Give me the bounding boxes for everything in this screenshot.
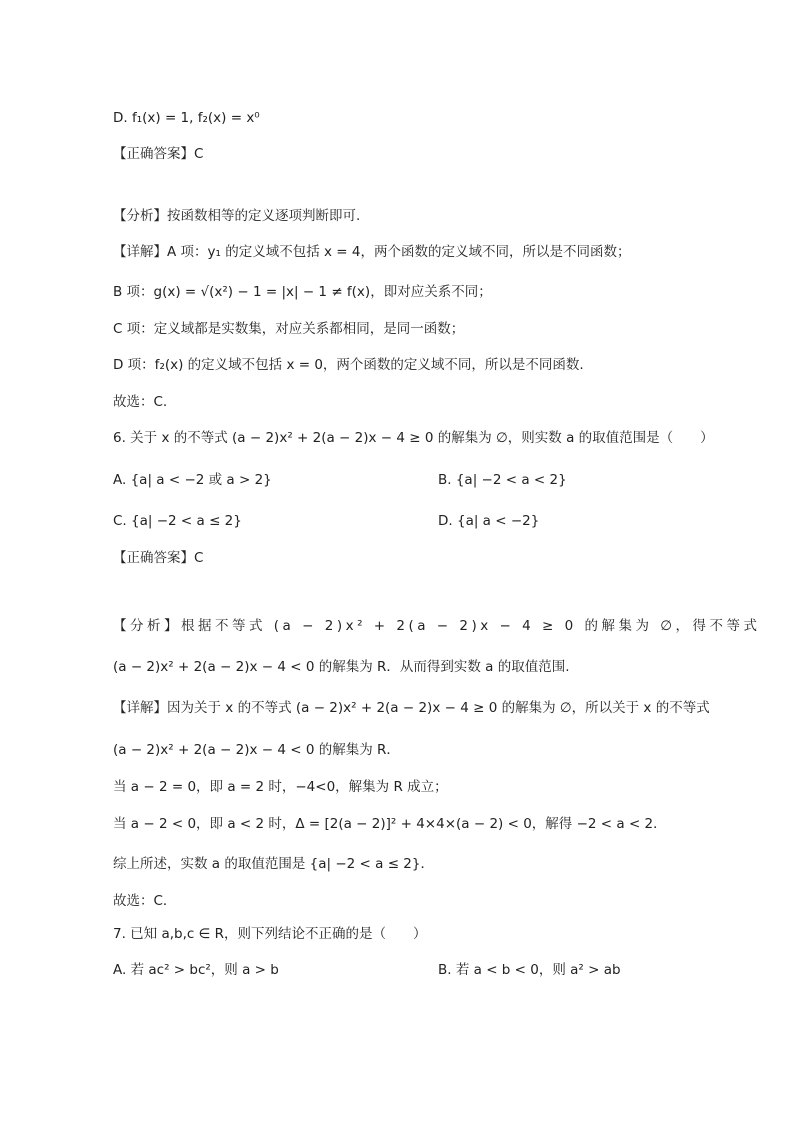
q6-detail-line-2: (a − 2)x² + 2(a − 2)x − 4 < 0 的解集为 R． bbox=[113, 742, 400, 758]
detail-c-line: C 项：定义域都是实数集，对应关系都相同，是同一函数； bbox=[113, 321, 465, 337]
option-d-previous: D. f₁(x) = 1, f₂(x) = x⁰ bbox=[113, 110, 260, 126]
q7-option-a: A. 若 ac² > bc²，则 a > b bbox=[113, 962, 279, 978]
q6-conclusion-line: 故选：C． bbox=[113, 893, 177, 909]
detail-b-line: B 项：g(x) = √(x²) − 1 = |x| − 1 ≠ f(x)，即对应关系不同； bbox=[113, 284, 492, 300]
q6-analysis-line-2: (a − 2)x² + 2(a − 2)x − 4 < 0 的解集为 R．从而得到实数 a 的取值范围. bbox=[113, 659, 570, 675]
q6-detail-line-3: 当 a − 2 = 0，即 a = 2 时，−4<0，解集为 R 成立； bbox=[113, 779, 448, 795]
q6-detail-line-1: 【详解】因为关于 x 的不等式 (a − 2)x² + 2(a − 2)x − 4 ≥ 0 的解集为 ∅，所以关于 x 的不等式 bbox=[113, 700, 710, 716]
question-7: 7. 已知 a,b,c ∈ R，则下列结论不正确的是（ ） bbox=[113, 926, 427, 942]
q6-detail-line-4: 当 a − 2 < 0，即 a < 2 时，Δ = [2(a − 2)]² + 4×4×(a − 2) < 0，解得 −2 < a < 2． bbox=[113, 816, 667, 832]
question-6: 6. 关于 x 的不等式 (a − 2)x² + 2(a − 2)x − 4 ≥ 0 的解集为 ∅，则实数 a 的取值范围是（ ） bbox=[113, 430, 714, 446]
q6-summary-line: 综上所述，实数 a 的取值范围是 {a| −2 < a ≤ 2}． bbox=[113, 856, 434, 872]
detail-a-line: 【详解】A 项：y₁ 的定义域不包括 x = 4，两个函数的定义域不同，所以是不同函数； bbox=[113, 244, 631, 260]
q6-option-b: B. {a| −2 < a < 2} bbox=[438, 472, 567, 488]
q6-option-a: A. {a| a < −2 或 a > 2} bbox=[113, 472, 272, 488]
q6-answer: 【正确答案】C bbox=[113, 550, 204, 566]
analysis-line: 【分析】按函数相等的定义逐项判断即可. bbox=[113, 208, 361, 224]
conclusion-line: 故选：C. bbox=[113, 394, 168, 410]
q6-analysis-line-1: 【分析】根据不等式 (a − 2)x² + 2(a − 2)x − 4 ≥ 0 的解集为 ∅，得不等式 bbox=[113, 618, 761, 634]
q6-option-c: C. {a| −2 < a ≤ 2} bbox=[113, 513, 242, 529]
q7-option-b: B. 若 a < b < 0，则 a² > ab bbox=[438, 962, 621, 978]
detail-d-line: D 项：f₂(x) 的定义域不包括 x = 0，两个函数的定义域不同，所以是不同函数. bbox=[113, 357, 584, 373]
q6-option-d: D. {a| a < −2} bbox=[438, 513, 540, 529]
answer-line: 【正确答案】C bbox=[113, 146, 204, 162]
